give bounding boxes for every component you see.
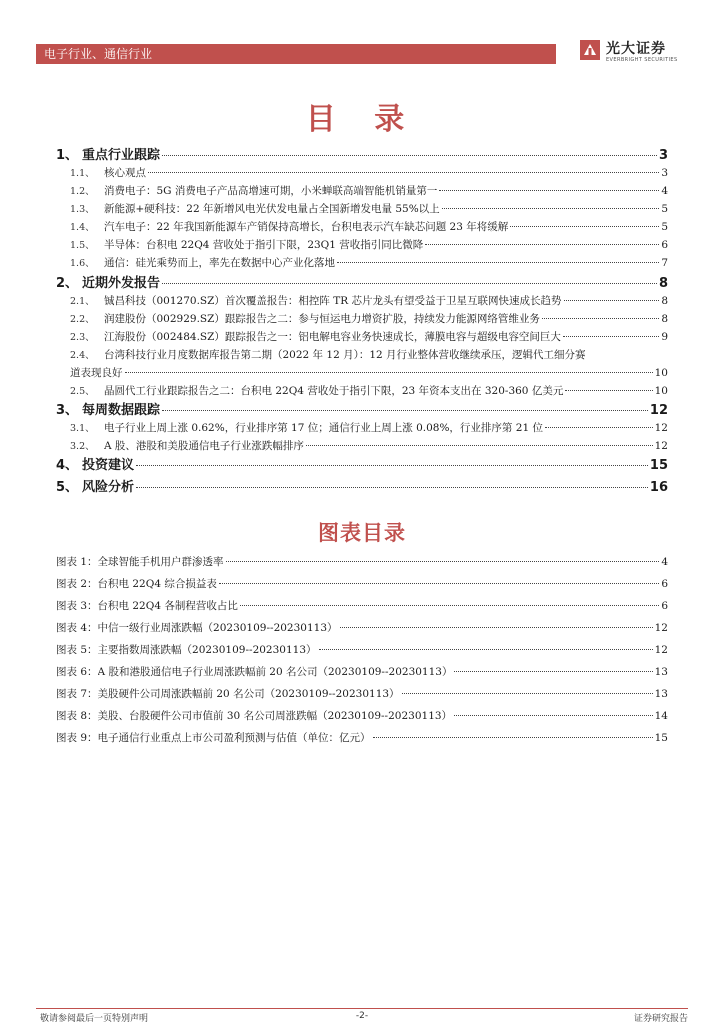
everbright-logo-icon [578, 38, 602, 62]
figure-entry[interactable]: 图表 7： 美股硬件公司周涨跌幅前 20 名公司（20230109--20230113） 13 [56, 688, 668, 700]
logo-name: 光大证券 [606, 41, 666, 57]
footer-divider [36, 1008, 688, 1009]
toc-entry[interactable]: 1.3、 新能源+硬科技：22 年新增风电光伏发电量占全国新增发电量 55%以上 5 [70, 203, 668, 215]
logo-english: EVERBRIGHT SECURITIES [606, 57, 678, 63]
brand-logo [578, 36, 698, 66]
figure-entry[interactable]: 图表 6： A 股和港股通信电子行业周涨跌幅前 20 名公司（20230109--20230113） 13 [56, 666, 668, 678]
toc-entry[interactable]: 1.2、 消费电子：5G 消费电子产品高增速可期，小米蝉联高端智能机销量第一 4 [70, 185, 668, 197]
toc-entry[interactable]: 2.5、 晶圆代工行业跟踪报告之二：台积电 22Q4 营收处于指引下限，23 年资本支出在 320-360 亿美元 10 [70, 385, 668, 397]
figure-entry[interactable]: 图表 3： 台积电 22Q4 各制程营收占比 6 [56, 600, 668, 612]
footer-disclaimer: 敬请参阅最后一页特别声明 [40, 1014, 149, 1024]
toc-entry[interactable]: 1.5、 半导体：台积电 22Q4 营收处于指引下限，23Q1 营收指引同比微降 6 [70, 239, 668, 251]
figure-entry[interactable]: 图表 8： 美股、台股硬件公司市值前 30 名公司周涨跌幅（20230109--20230113） 14 [56, 710, 668, 722]
figure-entry[interactable]: 图表 5： 主要指数周涨跌幅（20230109--20230113） 12 [56, 644, 668, 656]
toc-entry[interactable]: 3、 每周数据跟踪 12 [56, 403, 668, 418]
toc-entry[interactable]: 1.1、 核心观点 3 [70, 167, 668, 179]
toc-entry[interactable]: 2、 近期外发报告 8 [56, 276, 668, 291]
figure-entry[interactable]: 图表 2： 台积电 22Q4 综合损益表 6 [56, 578, 668, 590]
footer-page-number: -2- [355, 1011, 369, 1021]
figure-entry[interactable]: 图表 1： 全球智能手机用户群渗透率 4 [56, 556, 668, 568]
toc-entry[interactable]: 3.1、 电子行业上周上涨 0.62%，行业排序第 17 位；通信行业上周上涨 0.08%，行业排序第 21 位 12 [70, 422, 668, 434]
figure-entry[interactable]: 图表 9： 电子通信行业重点上市公司盈利预测与估值（单位：亿元） 15 [56, 732, 668, 744]
header-category: 电子行业、通信行业 [44, 47, 153, 61]
toc-entry[interactable]: 1.4、 汽车电子：22 年我国新能源车产销保持高增长，台积电表示汽车缺芯问题 23 年将缓解 5 [70, 221, 668, 233]
toc-entry[interactable]: 1、 重点行业跟踪 3 [56, 148, 668, 163]
figures-title: 图表目录 [318, 521, 406, 545]
toc-entry[interactable]: 4、 投资建议 15 [56, 458, 668, 473]
figure-entry[interactable]: 图表 4： 中信一级行业周涨跌幅（20230109--20230113） 12 [56, 622, 668, 634]
toc-title: 目 录 [305, 102, 419, 137]
toc-entry-continuation[interactable]: 道表现良好 10 [70, 367, 668, 379]
footer-doc-type: 证券研究报告 [633, 1014, 688, 1024]
toc-entry[interactable]: 1.6、 通信：硅光乘势而上，率先在数据中心产业化落地 7 [70, 257, 668, 269]
toc-entry[interactable]: 5、 风险分析 16 [56, 480, 668, 495]
toc-entry[interactable]: 2.1、 铖昌科技（001270.SZ）首次覆盖报告：相控阵 TR 芯片龙头有望受益于卫星互联网快速成长趋势 8 [70, 295, 668, 307]
toc-entry[interactable]: 2.3、 江海股份（002484.SZ）跟踪报告之一：铝电解电容业务快速成长，薄膜电容与超级电容空间巨大 9 [70, 331, 668, 343]
toc-entry[interactable]: 2.2、 润建股份（002929.SZ）跟踪报告之二：参与恒运电力增资扩股，持续发力能源网络管维业务 8 [70, 313, 668, 325]
toc-entry[interactable]: 3.2、 A 股、港股和美股通信电子行业涨跌幅排序 12 [70, 440, 668, 452]
toc-entry[interactable]: 2.4、 台湾科技行业月度数据库报告第二期（2022 年 12 月）：12 月行业整体营收继续承压，逻辑代工细分赛 [70, 349, 586, 361]
